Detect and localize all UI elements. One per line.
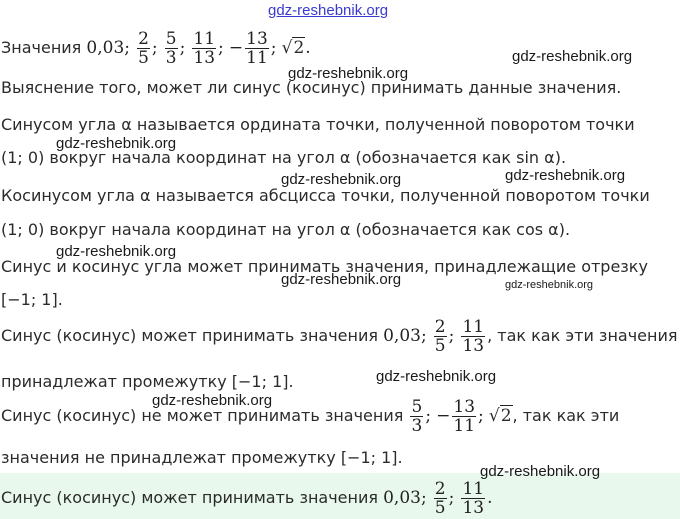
fraction-13-11: $\frac{13}{11}$ (246, 29, 268, 68)
sqrt-2: √2 (281, 38, 305, 58)
watermark: gdz-reshebnik.org (376, 368, 497, 385)
sin-definition-2: (1; 0) вокруг начала координат на угол α (обозначается как sin α). (1, 148, 567, 167)
values-label: Значения (1, 38, 82, 57)
can-line-1: Синус (косинус) может принимать значения 0,03; $\frac{2}{5}$ ; $\frac{11}{13}$ , так как эти значения (1, 317, 678, 356)
fraction-13-11: $\frac{13}{11}$ (453, 397, 476, 436)
cos-definition-1: Косинусом угла α называется абсцисса точки, полученной поворотом точки (1, 186, 650, 205)
watermark: gdz-reshebnik.org (288, 65, 409, 82)
answer-line: Синус (косинус) может принимать значения 0,03; $\frac{2}{5}$ ; $\frac{11}{13}$ . (1, 479, 493, 518)
fraction-2-5: $\frac{2}{5}$ (138, 29, 149, 68)
value-003: 0,03; (86, 38, 130, 58)
watermark: gdz-reshebnik.org (480, 463, 601, 480)
fraction-5-3: $\frac{5}{3}$ (411, 397, 423, 436)
fraction-11-13: $\frac{11}{13}$ (193, 29, 216, 68)
fraction-5-3: $\frac{5}{3}$ (165, 29, 177, 68)
watermark: gdz-reshebnik.org (56, 135, 177, 152)
fraction-11-13: $\frac{11}{13}$ (462, 317, 485, 356)
range-line-1: Синус и косинус угла может принимать значения, принадлежащие отрезку (1, 257, 648, 276)
fraction-2-5: $\frac{2}{5}$ (434, 479, 446, 518)
watermark: gdz-reshebnik.org (505, 279, 594, 291)
fraction-11-13: $\frac{11}{13}$ (462, 479, 485, 518)
watermark: gdz-reshebnik.org (281, 271, 402, 288)
watermark: gdz-reshebnik.org (152, 392, 273, 409)
values-line: Значения 0,03; $\frac{2}{5}$ ; $\frac{5}{3}$ ; $\frac{11}{13}$ ; − $\frac{13}{11}$ ; √2. (1, 29, 311, 68)
cannot-line-1: Синус (косинус) не может принимать значения $\frac{5}{3}$ ; − $\frac{13}{11}$ ; √2, так как эти (1, 397, 620, 436)
range-line-2: [−1; 1]. (1, 290, 63, 309)
cos-definition-2: (1; 0) вокруг начала координат на угол α (обозначается как cos α). (1, 220, 571, 239)
watermark: gdz-reshebnik.org (56, 243, 177, 260)
sin-definition-1: Синусом угла α называется ордината точки, полученной поворотом точки (1, 115, 635, 134)
cannot-line-2: значения не принадлежат промежутку [−1; 1]. (1, 448, 403, 467)
fraction-2-5: $\frac{2}{5}$ (434, 317, 446, 356)
can-line-2: принадлежат промежутку [−1; 1]. (1, 372, 294, 391)
watermark: gdz-reshebnik.org (281, 171, 402, 188)
watermark: gdz-reshebnik.org (512, 48, 633, 65)
sqrt-2: √2 (488, 406, 512, 426)
watermark: gdz-reshebnik.org (505, 167, 626, 184)
explanation-line: Выяснение того, может ли синус (косинус) принимать данные значения. (1, 78, 622, 97)
watermark-link[interactable]: gdz-reshebnik.org (268, 2, 389, 19)
